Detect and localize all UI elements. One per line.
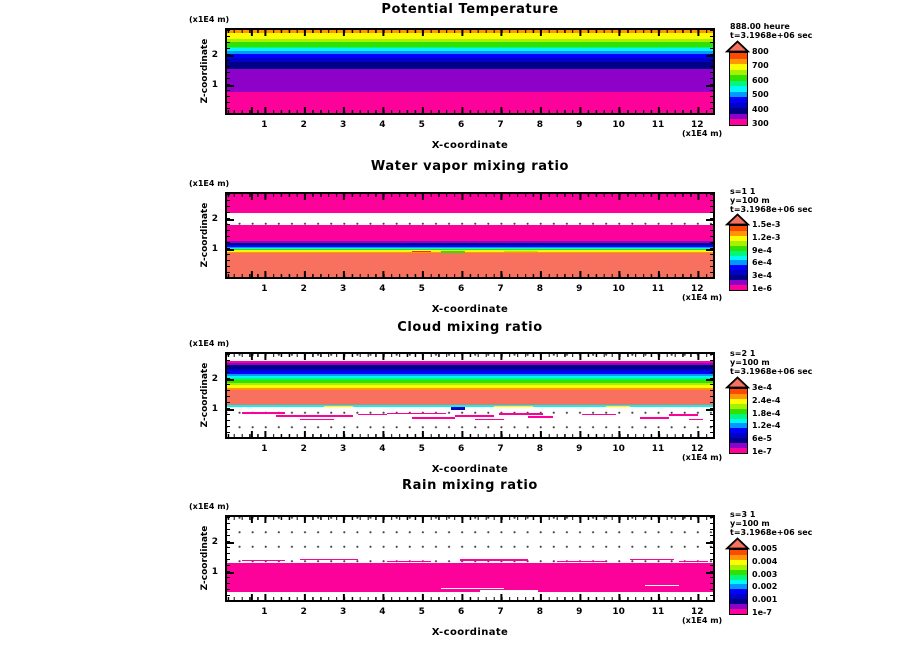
colorbar-label: 1.5e-3: [752, 220, 781, 229]
colorbar-label: 6e-5: [752, 434, 772, 444]
x-tick-label: 5: [418, 444, 425, 454]
x-tick-label: 3: [339, 444, 347, 454]
colorbar-header-line: s=1 1: [730, 187, 756, 196]
colorbar-label: 0.004: [752, 556, 778, 566]
x-tick-label: 8: [536, 120, 543, 130]
x-tick-label: 2: [300, 284, 307, 294]
colorbar-segment: [730, 448, 747, 453]
panel-cloud-mixing-ratio: [0, 318, 904, 476]
y-axis-unit: (x1E4 m): [189, 15, 230, 24]
x-axis-unit: (x1E4 m): [682, 453, 723, 462]
x-tick-label: 2: [300, 120, 307, 130]
chart-title: Potential Temperature: [381, 2, 559, 17]
x-tick-label: 4: [379, 120, 386, 130]
x-tick-label: 7: [497, 284, 504, 294]
y-axis-unit: (x1E4 m): [189, 179, 230, 188]
x-tick-label: 9: [576, 284, 583, 294]
x-tick-label: 5: [418, 284, 425, 294]
x-tick-label: 12: [691, 284, 704, 294]
x-tick-label: 3: [339, 607, 347, 617]
colorbar-label: 1e-6: [752, 284, 772, 293]
x-tick-label: 10: [612, 284, 625, 294]
x-tick-label: 9: [576, 607, 583, 617]
contour-streak: [669, 414, 698, 416]
colorbar-header-line: t=3.1968e+06 sec: [730, 528, 813, 537]
chart-title: Cloud mixing ratio: [397, 320, 543, 335]
plot-area: [225, 515, 715, 602]
contour-streak: [528, 416, 552, 418]
colorbar-header-line: y=100 m: [730, 519, 770, 528]
x-tick-label: 10: [612, 607, 625, 617]
contour-details: [227, 194, 713, 277]
colorbar-header-line: t=3.1968e+06 sec: [730, 367, 813, 376]
colorbar-header: [730, 187, 812, 214]
colorbar-header-line: s=3 1: [730, 510, 756, 519]
colorbar-header: [730, 22, 812, 40]
colorbar-label: 2.4e-4: [752, 395, 781, 405]
x-tick-labels: [225, 607, 715, 618]
x-tick-label: 8: [536, 607, 543, 617]
colorbar-header-line: s=2 1: [730, 349, 756, 358]
colorbar-labels: [752, 544, 796, 617]
panel-potential-temperature: [0, 0, 904, 157]
colorbar-header-line: y=100 m: [730, 358, 770, 367]
x-tick-label: 3: [339, 284, 347, 294]
contour-streak: [480, 590, 538, 591]
x-tick-label: 2: [300, 444, 307, 454]
colorbar-scale: [729, 225, 748, 291]
plot-area: [225, 192, 715, 279]
panel-rain-mixing-ratio: [0, 476, 904, 654]
x-tick-label: 9: [576, 444, 583, 454]
colorbar-label: 700: [752, 61, 769, 71]
x-tick-labels: [225, 120, 715, 131]
contour-details: [227, 30, 713, 113]
y-tick-label: 1: [211, 244, 218, 254]
y-tick-label: 2: [211, 374, 218, 384]
x-axis-unit: (x1E4 m): [682, 616, 723, 625]
x-axis-label: X-coordinate: [431, 304, 509, 315]
colorbar-header: [730, 349, 812, 376]
y-tick-label: 2: [211, 537, 218, 547]
x-tick-labels: [225, 284, 715, 295]
x-tick-label: 6: [458, 284, 465, 294]
x-tick-label: 9: [576, 120, 583, 130]
x-tick-label: 1: [261, 444, 268, 454]
contour-streak: [494, 406, 533, 407]
plot-area: [225, 352, 715, 439]
x-tick-label: 12: [691, 120, 704, 130]
contour-streak: [387, 561, 431, 562]
x-tick-label: 1: [261, 120, 268, 130]
colorbar-header-line: t=3.1968e+06 sec: [730, 31, 813, 40]
colorbar-label: 1e-7: [752, 447, 772, 456]
chart-title: Water vapor mixing ratio: [370, 159, 570, 174]
x-tick-label: 7: [497, 444, 504, 454]
colorbar-segment: [730, 119, 747, 125]
y-axis-label: Z-coordinate: [200, 38, 210, 104]
plot-area: [225, 28, 715, 115]
x-tick-label: 8: [536, 444, 543, 454]
x-axis-label: X-coordinate: [431, 140, 509, 151]
colorbar-segment: [730, 609, 747, 614]
colorbar-label: 0.005: [752, 544, 778, 553]
x-tick-label: 11: [651, 120, 665, 130]
contour-streak: [441, 588, 504, 590]
x-tick-label: 10: [612, 444, 625, 454]
contour-streak: [276, 415, 354, 417]
contour-streak: [460, 559, 528, 560]
contour-streak: [300, 419, 334, 421]
colorbar-label: 1.8e-4: [752, 408, 781, 418]
colorbar-label: 1e-7: [752, 608, 772, 617]
colorbar-label: 6e-4: [752, 258, 772, 268]
contour-streak: [441, 251, 465, 252]
x-tick-label: 4: [379, 607, 386, 617]
colorbar-segment: [730, 285, 747, 290]
contour-streak: [324, 406, 353, 407]
y-axis-unit: (x1E4 m): [189, 502, 230, 511]
x-axis-label: X-coordinate: [431, 464, 509, 475]
x-tick-label: 4: [379, 284, 386, 294]
x-axis-unit: (x1E4 m): [682, 293, 723, 302]
colorbar-labels: [752, 47, 796, 128]
contour-details: [227, 354, 713, 437]
panel-water-vapor-mixing-ratio: [0, 157, 904, 318]
x-tick-label: 5: [418, 120, 425, 130]
contour-streak: [242, 412, 286, 414]
colorbar-label: 600: [752, 75, 769, 85]
y-tick-label: 2: [211, 214, 218, 224]
colorbar-scale: [729, 549, 748, 615]
x-tick-label: 7: [497, 607, 504, 617]
contour-streak: [242, 560, 286, 561]
contour-streak: [606, 406, 630, 407]
x-tick-label: 11: [651, 607, 665, 617]
x-tick-label: 6: [458, 120, 465, 130]
contour-streak: [679, 561, 708, 562]
colorbar-labels: [752, 383, 796, 456]
colorbar-label: 0.003: [752, 569, 778, 579]
contour-streak: [358, 414, 387, 416]
x-tick-label: 6: [458, 444, 465, 454]
contour-streak: [557, 561, 606, 562]
y-axis-label: Z-coordinate: [200, 525, 210, 591]
contour-streak: [475, 419, 504, 421]
colorbar-label: 800: [752, 47, 769, 56]
contour-streak: [582, 414, 616, 416]
colorbar-labels: [752, 220, 796, 293]
x-tick-label: 11: [651, 284, 665, 294]
x-tick-label: 1: [261, 607, 268, 617]
colorbar-label: 3e-4: [752, 271, 772, 281]
x-tick-label: 8: [536, 284, 543, 294]
contour-streak: [504, 251, 538, 252]
x-axis-label: X-coordinate: [431, 627, 509, 638]
y-axis-label: Z-coordinate: [200, 202, 210, 268]
y-tick-label: 1: [211, 404, 218, 414]
colorbar-label: 3e-4: [752, 383, 772, 392]
x-tick-label: 6: [458, 607, 465, 617]
contour-streak: [640, 417, 669, 419]
x-tick-label: 10: [612, 120, 625, 130]
y-tick-label: 2: [211, 50, 218, 60]
x-tick-label: 12: [691, 607, 704, 617]
x-tick-label: 1: [261, 284, 268, 294]
x-tick-label: 3: [339, 120, 347, 130]
contour-streak: [645, 585, 679, 586]
contour-streak: [689, 419, 704, 421]
chart-title: Rain mixing ratio: [402, 478, 538, 493]
y-tick-label: 1: [211, 567, 218, 577]
x-tick-label: 2: [300, 607, 307, 617]
x-tick-label: 4: [379, 444, 386, 454]
contour-streak: [630, 559, 674, 560]
contour-streak: [499, 413, 543, 415]
contour-streak: [451, 407, 466, 409]
x-tick-label: 7: [497, 120, 504, 130]
y-axis-unit: (x1E4 m): [189, 339, 230, 348]
colorbar-label: 1.2e-3: [752, 232, 781, 242]
colorbar-scale: [729, 52, 748, 126]
x-axis-unit: (x1E4 m): [682, 129, 723, 138]
colorbar-scale: [729, 388, 748, 454]
colorbar-label: 1.2e-4: [752, 421, 781, 431]
x-tick-label: 11: [651, 444, 665, 454]
colorbar-label: 9e-4: [752, 245, 772, 255]
colorbar-header: [730, 510, 812, 537]
colorbar-header-line: t=3.1968e+06 sec: [730, 205, 813, 214]
x-tick-label: 12: [691, 444, 704, 454]
x-tick-labels: [225, 444, 715, 455]
colorbar-header-line: 888.00 heure: [730, 22, 790, 31]
contour-streak: [412, 417, 456, 419]
y-axis-label: Z-coordinate: [200, 362, 210, 428]
colorbar-header-line: y=100 m: [730, 196, 770, 205]
contour-streak: [455, 415, 494, 417]
x-tick-label: 5: [418, 607, 425, 617]
contour-streak: [300, 559, 358, 560]
contour-streak: [412, 251, 431, 252]
colorbar-label: 400: [752, 104, 769, 114]
y-tick-label: 1: [211, 80, 218, 90]
colorbar-label: 300: [752, 119, 769, 128]
colorbar-label: 0.002: [752, 582, 778, 592]
colorbar-label: 500: [752, 90, 769, 100]
colorbar-label: 0.001: [752, 595, 778, 605]
contour-details: [227, 517, 713, 600]
contour-streak: [387, 413, 445, 415]
